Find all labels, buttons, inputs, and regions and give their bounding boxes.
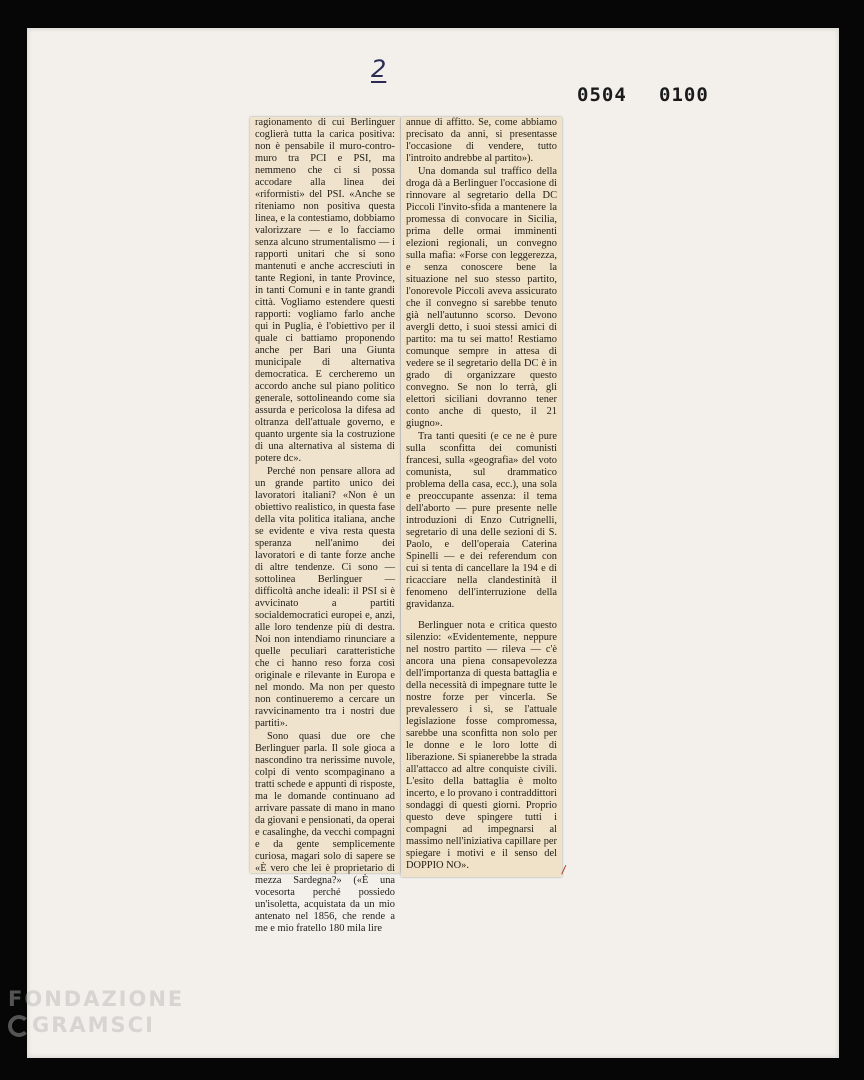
article-paragraph: Berlinguer nota e critica questo silenzio: «Evidentemente, neppure nel nostro partito — rileva — c'è ancora una piena consapevolezza dell'importanza di questa battaglia e della necessità di impegnare tutte le nostre forze per vincerla. Se prevalessero i sì, se l'attuale legislazione fosse compromessa, sarebbe una sconfitta non solo per le donne e le loro lotte di liberazione. Si spianerebbe la strada all'attacco ad altre conquiste civili. L'esito della battaglia è molto incerto, e lo provano i contraddittori sondaggi di questi giorni. Proprio questo deve spingere tutti i compagni ad impegnarsi al massimo nell'iniziativa capillare per spiegare i motivi e il senso del DOPPIO NO». [406,620,557,871]
fondazione-gramsci-logo [8,986,184,1038]
article-paragraph: Perché non pensare allora ad un grande partito unico dei lavoratori italiani? «Non è un obiettivo realistico, in questa fase della vita politica italiana, anche se evidente e viva resta questa speranza nell'animo dei lavoratori e di tante forze anche di altre tendenze. Ci sono — sottolinea Berlinguer — difficoltà anche ideali: il PSI si è avvicinato a partiti socialdemocratici europei e, anzi, alle loro tendenze più di destra. Noi non intendiamo rinunciare a quelle peculiari caratteristiche che ci hanno reso forza così originale e rilevante in Europa e nel mondo. Ma non per questo non continueremo a cercare un ravvicinamento tra i nostri due partiti». [255,466,395,729]
article-paragraph: annue di affitto. Se, come abbiamo precisato da anni, si presentasse l'occasione di vendere, tutto l'introito andrebbe al partito»). [406,117,557,164]
newspaper-clipping-right-column [401,117,562,877]
newspaper-clipping-left-column [250,117,400,934]
g-logo-icon [8,1015,30,1037]
article-paragraph: Sono quasi due ore che Berlinguer parla. Il sole gioca a nascondino tra nerissime nuvole, colpi di vento scompaginano a tratti schede e appunti di risposte, ma le domande continuano ad arrivare passate di mano in mano da giovani e pensionati, da operai e casalinghe, da vecchi compagni e da gente semplicemente curiosa, magari solo di sapere se «È vero che lei è proprietario di mezza Sardegna?» («È una vocesorta perché possiedo un'isoletta, acquistata da un mio antenato nel 1856, che rende a me e mio fratello 180 mila lire [255,731,395,934]
article-paragraph: ragionamento di cui Berlinguer coglierà tutta la carica positiva: non è pensabile il muro-contro-muro tra PCI e PSI, ma nemmeno che ci si possa accodare alla linea dei «riformisti» del PSI. «Anche se riteniamo non positiva questa linea, e la contestiamo, dobbiamo valorizzare — e lo facciamo senza alcuno strumentalismo — i rapporti unitari che si sono mantenuti e anche accresciuti in tante Regioni, in tante Province, in tanti Comuni e in tante grandi città. Vogliamo estendere questi rapporti: vogliamo farlo anche qui in Puglia, è l'obiettivo per il quale ci battiamo proponendo anche per Bari una Giunta municipale di alternativa democratica. E cercheremo un accordo anche sul piano politico generale, sottolineando come sia assurda e pericolosa la difesa ad oltranza dell'attuale governo, e quanto urgente sia la costruzione di una alternativa al sistema di potere dc». [255,117,395,464]
logo-line-2 [8,1012,184,1038]
logo-line-1: FONDAZIONE [8,987,185,1011]
archive-code-series: 0504 [577,84,627,106]
article-paragraph: Una domanda sul traffico della droga dà a Berlinguer l'occasione di rinnovare al segretario della DC Piccoli l'invito-sfida a mantenere la promessa di convocare in Sicilia, prima delle ormai imminenti elezioni regionali, un convegno sulla mafia: «Forse con leggerezza, e senza conoscere bene la situazione nel suo stesso partito, l'onorevole Piccoli aveva assicurato che il convegno si sarebbe tenuto già nell'autunno scorso. Devono avergli detto, i suoi stessi amici di partito: ma tu sei matto! Restiamo comunque sempre in attesa di vedere se il segretario della DC è in grado di organizzare questo convegno. Se non lo terrà, gli elettori siciliani dovranno tener conto anche di questo, il 21 giugno». [406,166,557,429]
page-number: 2 [371,55,387,83]
article-paragraph: Tra tanti quesiti (e ce ne è pure sulla sconfitta dei comunisti francesi, sulla «geografia» del voto comunista, sul drammatico problema della casa, ecc.), una sola e preoccupante assenza: il tema dell'aborto — pure presente nelle introduzioni di Enzo Cutrignelli, segretario di una delle sezioni di S. Paolo, e dell'operaia Caterina Spinelli — e dei referendum con cui si tenta di cancellare la 194 e di ricacciare nella clandestinità il fenomeno dell'interruzione della gravidanza. [406,431,557,610]
logo-line-2-text: GRAMSCI [32,1013,155,1037]
archive-code-number: 0100 [659,84,709,106]
